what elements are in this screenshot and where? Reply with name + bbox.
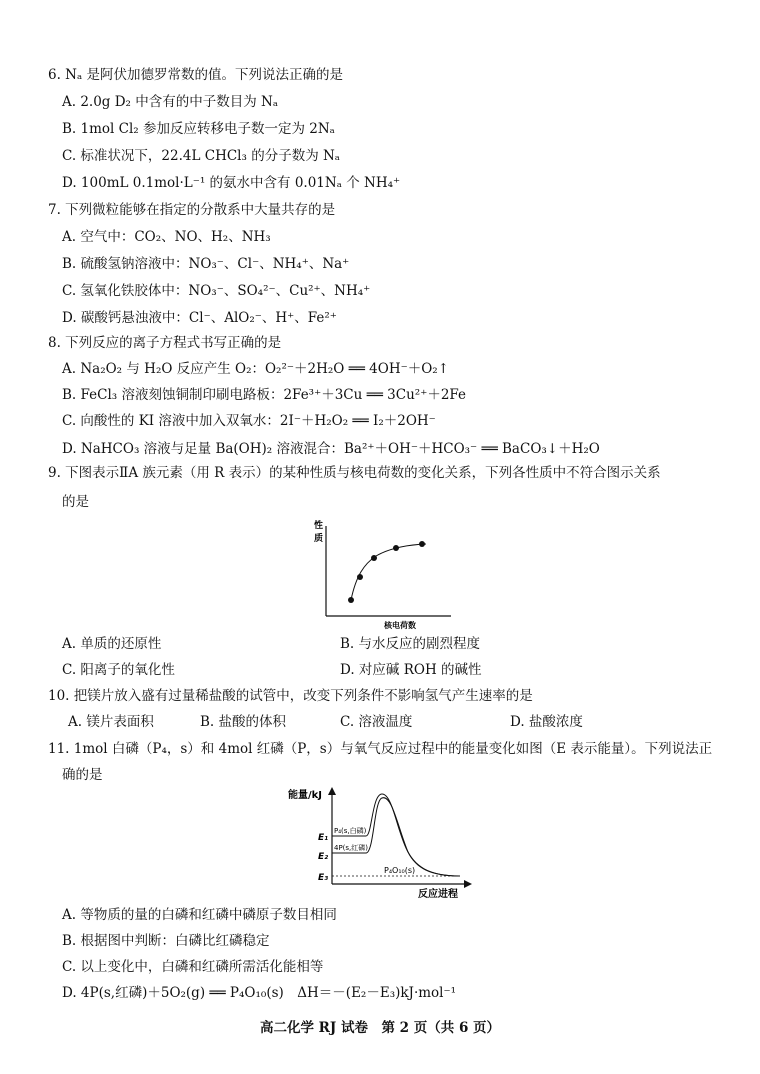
q10-option-c: C. 溶液温度 — [340, 714, 413, 730]
q9-point-3 — [371, 555, 377, 561]
q7-option-c: C. 氢氧化铁胶体中：NO₃⁻、SO₄²⁻、Cu²⁺、NH₄⁺ — [62, 283, 371, 299]
q10-option-b: B. 盐酸的体积 — [200, 714, 287, 730]
q6-option-a: A. 2.0g D₂ 中含有的中子数目为 Nₐ — [62, 94, 279, 110]
q9-point-5 — [419, 541, 425, 547]
q8-option-c: C. 向酸性的 KI 溶液中加入双氧水：2I⁻＋H₂O₂ ══ I₂＋2OH⁻ — [62, 413, 436, 429]
q9-y-label-1: 性 — [314, 521, 324, 531]
q9-option-a: A. 单质的还原性 — [62, 636, 162, 652]
q10-stem: 10. 把镁片放入盛有过量稀盐酸的试管中，改变下列条件不影响氢气产生速率的是 — [48, 688, 533, 704]
q7-stem: 7. 下列微粒能够在指定的分散系中大量共存的是 — [48, 202, 336, 218]
q6-stem: 6. Nₐ 是阿伏加德罗常数的值。下列说法正确的是 — [48, 67, 343, 83]
q11-product-label: P₄O₁₀(s) — [384, 866, 416, 875]
q10-option-d: D. 盐酸浓度 — [510, 714, 583, 730]
q9-option-b: B. 与水反应的剧烈程度 — [340, 636, 481, 652]
q11-x-axis-arrow — [464, 880, 472, 888]
q7-option-b: B. 硫酸氢钠溶液中：NO₃⁻、Cl⁻、NH₄⁺、Na⁺ — [62, 256, 350, 272]
q9-option-d: D. 对应碱 ROH 的碱性 — [340, 662, 482, 678]
q8-stem: 8. 下列反应的离子方程式书写正确的是 — [48, 335, 282, 351]
q6-option-d: D. 100mL 0.1mol·L⁻¹ 的氨水中含有 0.01Nₐ 个 NH₄⁺ — [62, 175, 401, 191]
q11-option-d: D. 4P(s,红磷)＋5O₂(g) ══ P₄O₁₀(s) ΔH＝－(E₂－E₃)kJ·mol⁻¹ — [62, 985, 457, 1001]
q11-x-label: 反应进程 — [418, 889, 458, 900]
q9-option-c: C. 阳离子的氧化性 — [62, 662, 175, 678]
q11-e3-label: E₃ — [318, 873, 329, 883]
q11-red-phosphorus-label: 4P(s,红磷) — [334, 844, 369, 852]
q11-y-axis-arrow — [328, 787, 336, 795]
q11-option-b: B. 根据图中判断：白磷比红磷稳定 — [62, 933, 270, 949]
q7-option-d: D. 碳酸钙悬浊液中：Cl⁻、AlO₂⁻、H⁺、Fe²⁺ — [62, 310, 337, 326]
q6-option-b: B. 1mol Cl₂ 参加反应转移电子数一定为 2Nₐ — [62, 121, 335, 137]
q11-option-c: C. 以上变化中，白磷和红磷所需活化能相等 — [62, 959, 324, 975]
q8-option-d: D. NaHCO₃ 溶液与足量 Ba(OH)₂ 溶液混合：Ba²⁺＋OH⁻＋HCO₃⁻ ══ BaCO₃↓＋H₂O — [62, 441, 600, 457]
q7-option-a: A. 空气中：CO₂、NO、H₂、NH₃ — [62, 229, 271, 245]
q11-red-phosphorus-curve — [332, 798, 460, 876]
q11-stem-line2: 确的是 — [62, 767, 103, 783]
q9-point-4 — [393, 545, 399, 551]
q9-property-graph — [306, 516, 456, 636]
page-footer: 高二化学 RJ 试卷 第 2 页（共 6 页） — [259, 1020, 501, 1036]
q9-point-2 — [357, 574, 363, 580]
q9-y-label-2: 质 — [314, 534, 324, 544]
q11-y-label: 能量/kJ — [288, 790, 323, 801]
q9-stem-line2: 的是 — [62, 494, 89, 510]
q9-stem-line1: 9. 下图表示ⅡA 族元素（用 R 表示）的某种性质与核电荷数的变化关系，下列各性质中不符合图示关系 — [48, 465, 661, 481]
q11-e2-label: E₂ — [318, 852, 329, 862]
q11-energy-diagram — [288, 786, 478, 902]
q8-option-a: A. Na₂O₂ 与 H₂O 反应产生 O₂：O₂²⁻＋2H₂O ══ 4OH⁻＋O₂↑ — [62, 361, 450, 377]
q11-stem-line1: 11. 1mol 白磷（P₄，s）和 4mol 红磷（P，s）与氧气反应过程中的能量变化如图（E 表示能量）。下列说法正 — [48, 741, 713, 757]
q11-white-phosphorus-curve — [332, 794, 460, 876]
q11-option-a: A. 等物质的量的白磷和红磷中磷原子数目相同 — [62, 907, 337, 923]
q11-white-phosphorus-label: P₄(s,白磷) — [334, 827, 367, 835]
q9-point-1 — [348, 597, 354, 603]
q6-option-c: C. 标准状况下，22.4L CHCl₃ 的分子数为 Nₐ — [62, 148, 341, 164]
q8-option-b: B. FeCl₃ 溶液刻蚀铜制印刷电路板：2Fe³⁺＋3Cu ══ 3Cu²⁺＋2Fe — [62, 387, 467, 403]
q11-e1-label: E₁ — [318, 833, 329, 843]
q9-trend-curve — [351, 544, 426, 600]
q9-x-label: 核电荷数 — [384, 621, 416, 630]
q10-option-a: A. 镁片表面积 — [68, 714, 154, 730]
